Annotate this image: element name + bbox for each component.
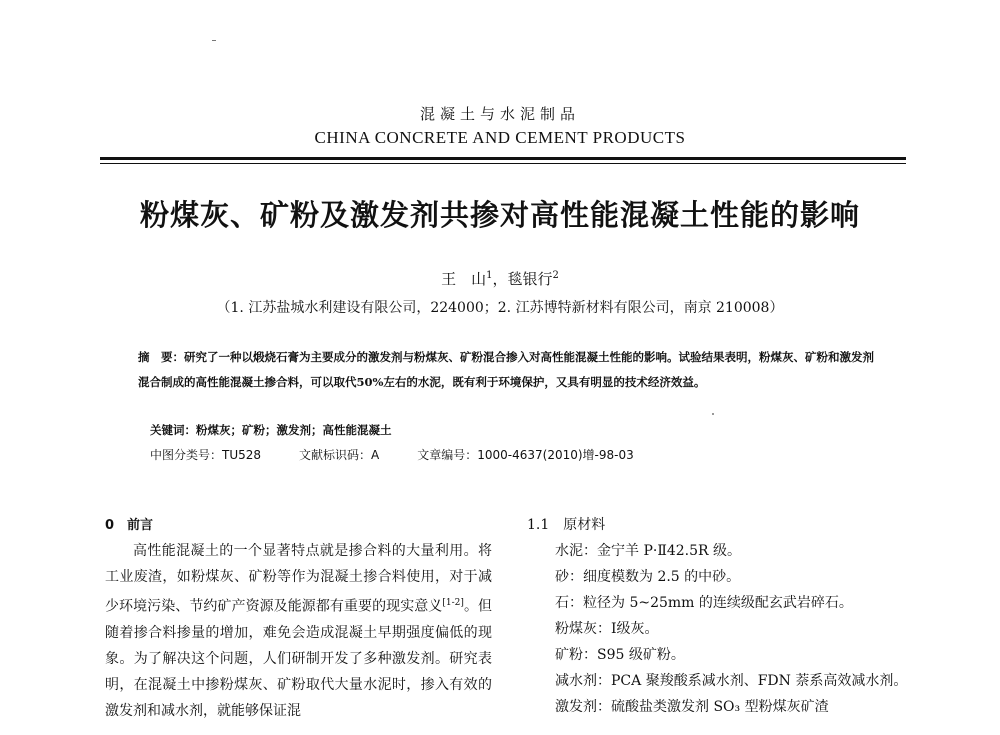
article-title: 粉煤灰、矿粉及激发剂共掺对高性能混凝土性能的影响 <box>139 198 860 232</box>
keywords-label: 关键词： <box>150 423 196 437</box>
authors <box>0 268 1000 289</box>
author-2: ，毯银行 <box>492 270 553 288</box>
abstract-text: 研究了一种以煅烧石膏为主要成分的激发剂与粉煤灰、矿粉混合掺入对高性能混凝土性能的影响。试验结果表明，粉煤灰、矿粉和激发剂混合制成的高性能混凝土掺合料，可以取代50%左右的水泥，既有利于环境保护，又具有明显的技术经济效益。 <box>138 350 874 389</box>
material-activator: 激发剂：硫酸盐类激发剂 SO₃ 型粉煤灰矿渣 <box>555 699 829 715</box>
section-0-text: 高性能混凝土的一个显著特点就是掺合料的大量利用。将工业废渣，如粉煤灰、矿粉等作为混凝土掺合料使用，对于减少环境污染、节约矿产资源及能源都有重要的现实意义 <box>105 543 492 615</box>
scan-dot <box>712 413 714 415</box>
section-0-text-cont: 。但随着掺合料掺量的增加，难免会造成混凝土早期强度偏低的现象。为了解决这个问题，人们研制开发了多种激发剂。研究表明，在混凝土中掺粉煤灰、矿粉取代大量水泥时，掺入有效的激发剂和减水剂，就能够保证混 <box>105 598 493 719</box>
header-rule-thin <box>100 163 906 164</box>
scan-mark <box>212 40 216 41</box>
document-code: 文献标识码：A <box>299 448 380 462</box>
abstract-label: 摘 要： <box>138 350 184 364</box>
author-1: 王 山 <box>441 270 487 288</box>
material-cement: 水泥：金宁羊 P·Ⅱ42.5R 级。 <box>555 543 741 559</box>
material-fly-ash: 粉煤灰：Ⅰ级灰。 <box>555 621 659 637</box>
section-1-1-heading: 1.1 原材料 <box>527 517 606 533</box>
material-stone: 石：粒径为 5~25mm 的连续级配玄武岩碎石。 <box>555 595 853 611</box>
material-sand: 砂：细度模数为 2.5 的中砂。 <box>555 569 741 585</box>
affiliations: （1. 江苏盐城水利建设有限公司，224000；2. 江苏博特新材料有限公司，南京 210008） <box>216 300 784 316</box>
material-slag-powder: 矿粉：S95 级矿粉。 <box>555 647 685 663</box>
journal-name-en: CHINA CONCRETE AND CEMENT PRODUCTS <box>314 128 686 147</box>
author-2-affil-mark: 2 <box>552 270 559 281</box>
clc-number: 中图分类号：TU528 <box>150 448 262 462</box>
material-water-reducer: 减水剂：PCA 聚羧酸系减水剂、FDN 萘系高效减水剂。 <box>555 673 908 689</box>
keywords-text: 粉煤灰；矿粉；激发剂；高性能混凝土 <box>196 423 392 437</box>
citation-ref: [1-2] <box>442 598 464 608</box>
header-rule-thick <box>100 157 906 160</box>
article-number: 文章编号：1000-4637(2010)增-98-03 <box>417 448 634 462</box>
materials-list <box>527 538 915 720</box>
keywords <box>150 422 870 438</box>
journal-name-cn: 混凝土与水泥制品 <box>419 105 580 123</box>
section-0-heading: 0 前言 <box>105 518 154 533</box>
section-0-body <box>105 538 492 724</box>
classification-line <box>150 446 870 463</box>
abstract <box>138 345 878 394</box>
author-1-affil-mark: 1 <box>486 270 493 281</box>
